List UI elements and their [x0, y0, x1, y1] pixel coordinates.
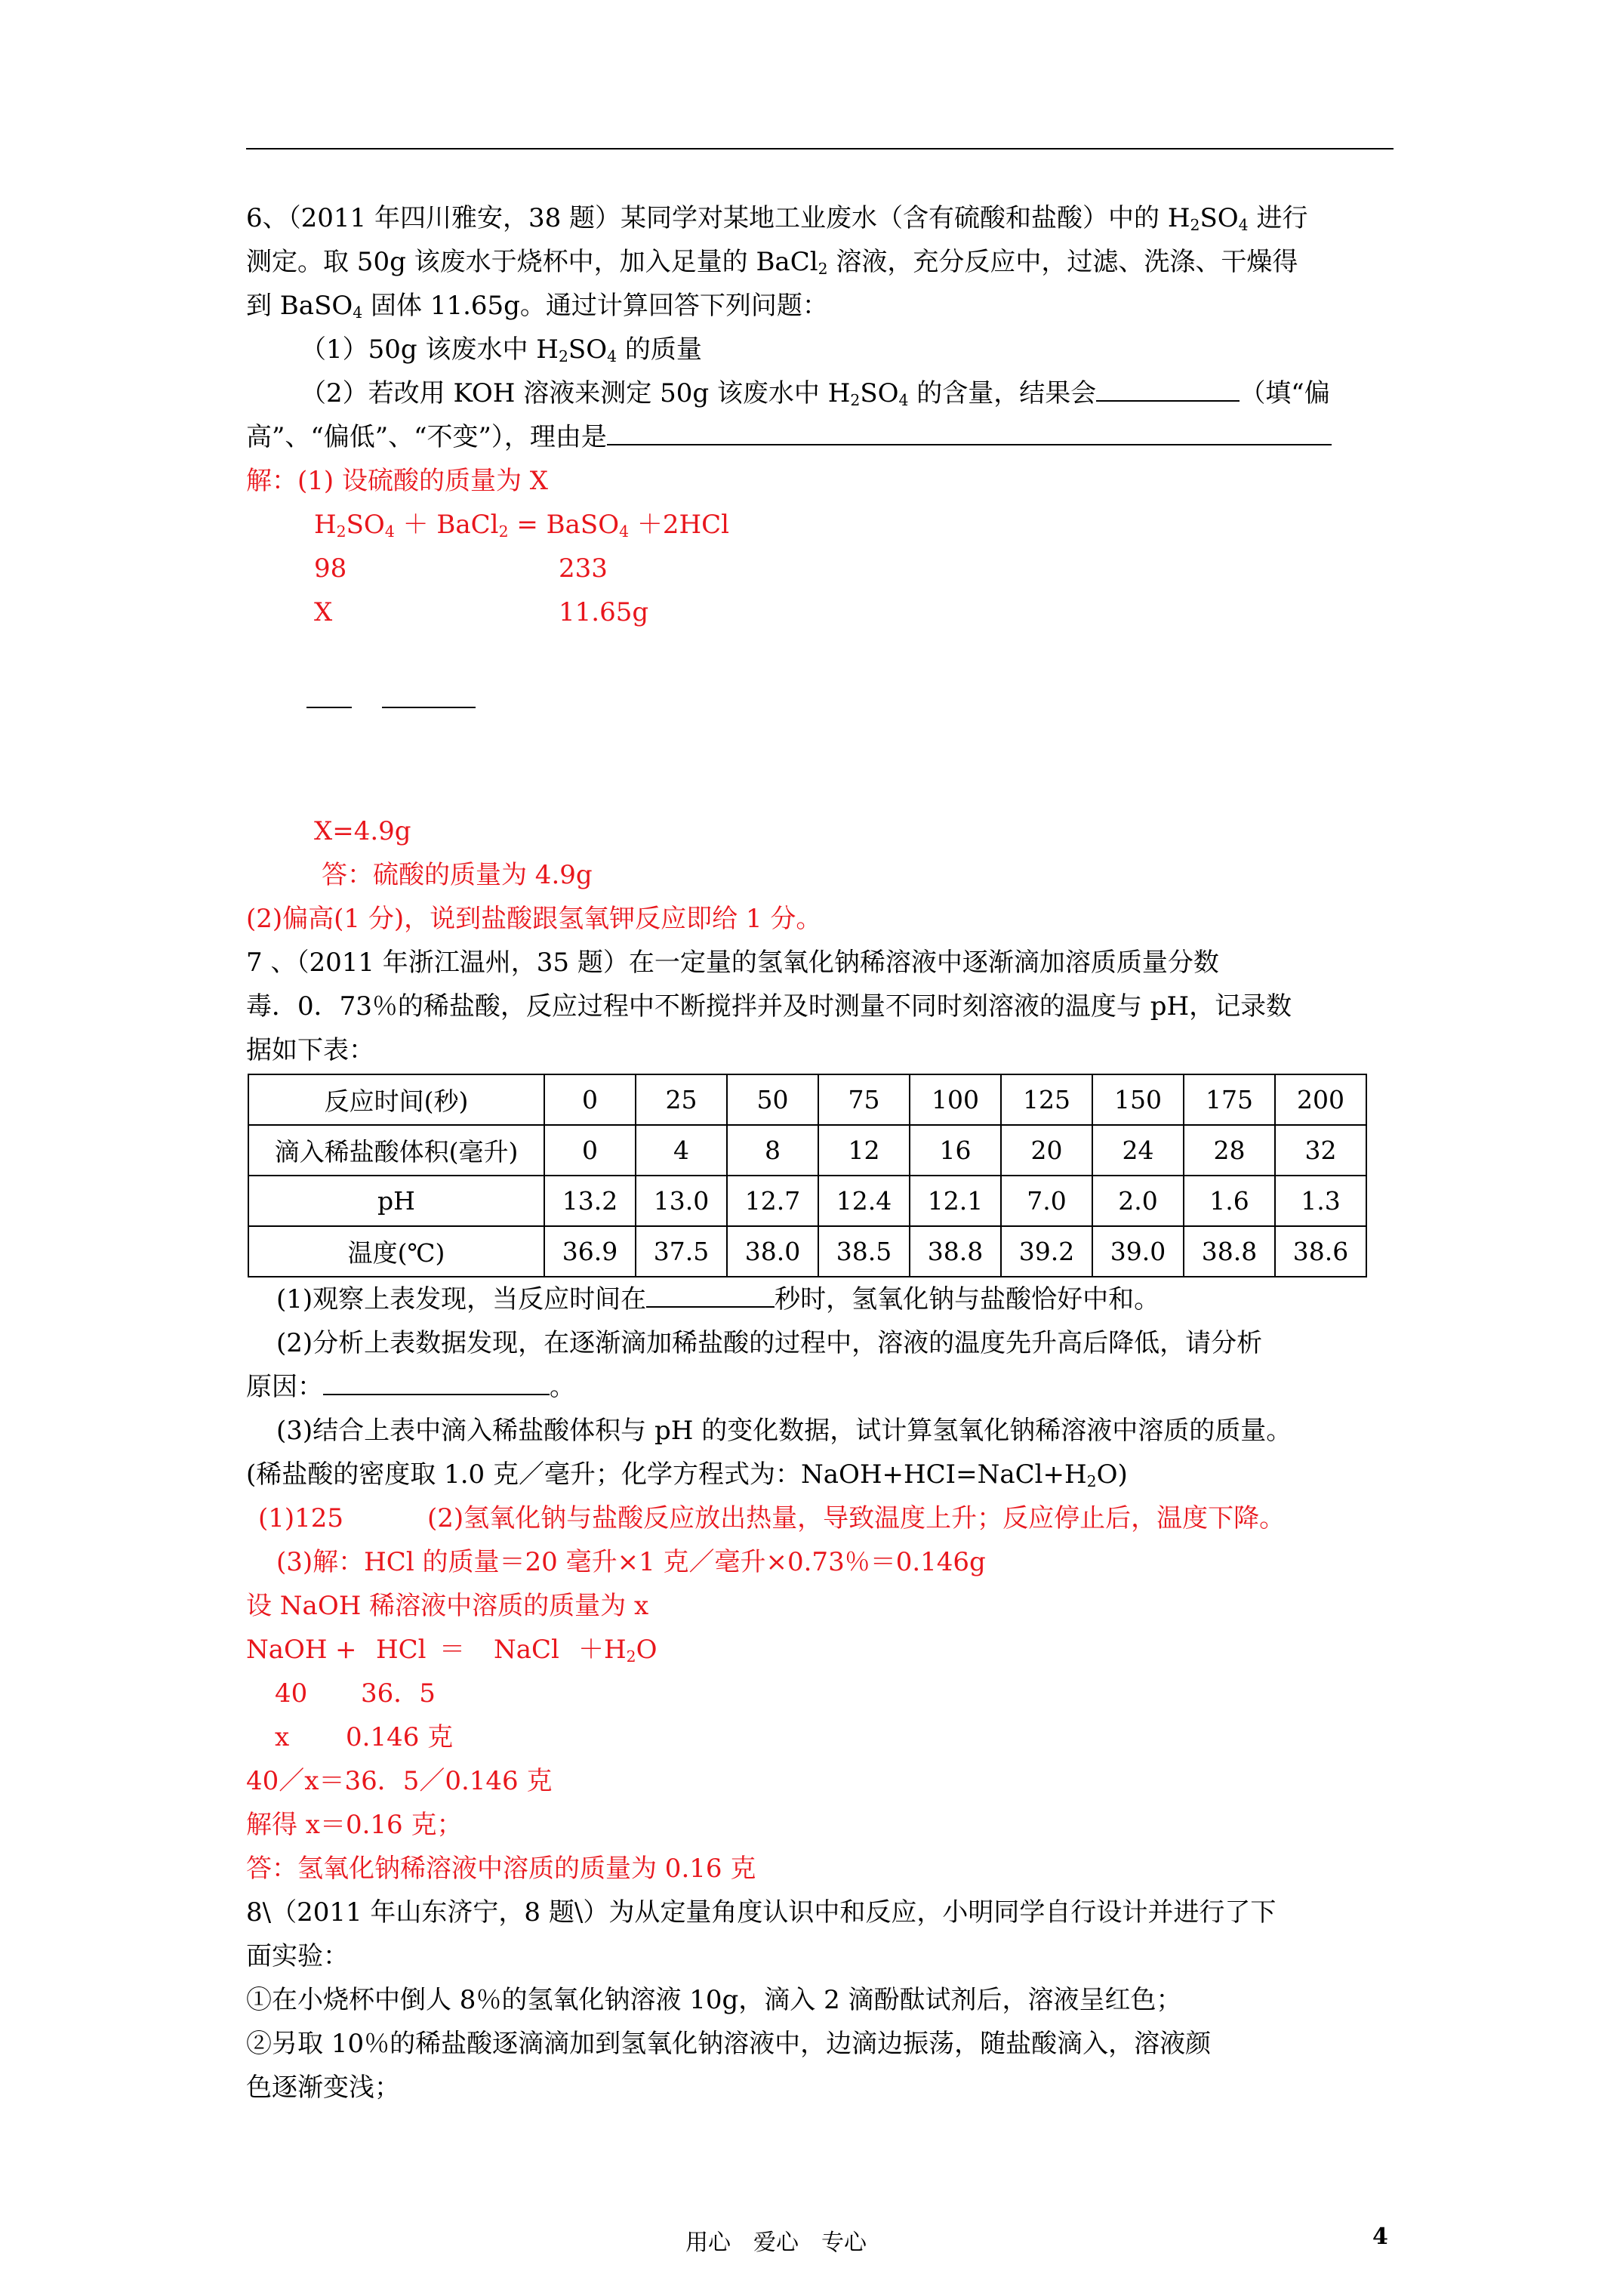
q7-sub-2-reason: 原因： 。 — [246, 1365, 1394, 1409]
table-row-header: 温度(℃) — [248, 1226, 544, 1277]
q8-step-1: ①在小烧杯中倒人 8％的氢氧化钠溶液 10g，滴入 2 滴酚酞试剂后，溶液呈红色； — [246, 1985, 1182, 2015]
table-row-header: 反应时间(秒) — [248, 1074, 544, 1125]
q6-part-2: （2）若改用 KOH 溶液来测定 50g 该废水中 $H_2SO_4$ 的含量，结果会 （填“偏 — [246, 371, 1394, 415]
table-cell: 38.6 — [1275, 1226, 1366, 1277]
a7-mass-row: 40 36．5 — [275, 1678, 436, 1709]
a6-result: X=4.9g — [314, 816, 411, 846]
table-cell: 38.0 — [727, 1226, 818, 1277]
a7-equation: NaOH + HCl ＝ NaCl $+H_2O$ — [246, 1635, 658, 1666]
q7-line-2: 毒．0．73％的稀盐酸，反应过程中不断搅拌并及时测量不同时刻溶液的温度与 pH，记录数 — [246, 991, 1292, 1022]
table-cell: 37.5 — [636, 1226, 727, 1277]
q7-line-1: 7 、（2011 年浙江温州，35 题）在一定量的氢氧化钠稀溶液中逐渐滴加溶质质量分数 — [246, 948, 1219, 978]
time-blank — [646, 1279, 775, 1308]
a7-answer: 答：氢氧化钠稀溶液中溶质的质量为 0.16 克 — [246, 1854, 756, 1884]
table-cell: 32 — [1275, 1125, 1366, 1176]
a6-head: 解：(1) 设硫酸的质量为 X — [246, 466, 548, 496]
a6-fraction — [246, 634, 1394, 809]
table-row-header: pH — [248, 1176, 544, 1226]
table-cell: 13.0 — [636, 1176, 727, 1226]
cause-blank — [323, 1367, 550, 1395]
table-cell: 7.0 — [1001, 1176, 1092, 1226]
q7-sub-3-note: (稀盐酸的密度取 1.0 克／毫升；化学方程式为：$NaOH+HCI=NaCl+H_2O$) — [246, 1459, 1128, 1491]
table-cell: 13.2 — [544, 1176, 636, 1226]
table-cell: 175 — [1184, 1074, 1275, 1125]
page-number: 4 — [1372, 2224, 1388, 2250]
q8-step-2: ②另取 10％的稀盐酸逐滴滴加到氢氧化钠溶液中，边滴边振荡，随盐酸滴入，溶液颜 — [246, 2029, 1212, 2059]
table-cell: 38.8 — [1184, 1226, 1275, 1277]
reason-blank — [607, 417, 1332, 445]
table-row-header: 滴入稀盐酸体积(毫升) — [248, 1125, 544, 1176]
table-cell: 150 — [1092, 1074, 1184, 1125]
a7-line-3: 设 NaOH 稀溶液中溶质的质量为 x — [246, 1591, 649, 1621]
q6-line-1: 6、（2011 年四川雅安，38 题）某同学对某地工业废水（含有硫酸和盐酸）中的 $H_2SO_4$ 进行 — [246, 203, 1308, 235]
table-cell: 12 — [818, 1125, 910, 1176]
header-rule — [246, 148, 1394, 149]
q6-line-2: 测定。取 50g 该废水于烧杯中，加入足量的 BaCl$_2$ 溶液，充分反应中，过滤、洗涤、干燥得 — [246, 247, 1298, 279]
table-cell: 0 — [544, 1125, 636, 1176]
a7-line-1: (1)125 (2)氢氧化钠与盐酸反应放出热量，导致温度上升；反应停止后，温度下降。 — [258, 1503, 1286, 1533]
q7-line-3: 据如下表： — [246, 1035, 374, 1065]
table-row — [248, 1226, 1366, 1277]
table-cell: 36.9 — [544, 1226, 636, 1277]
q6-part-1: （1）50g 该废水中 $H_2SO_4$ 的质量 — [300, 334, 702, 366]
reaction-data-table — [248, 1074, 1367, 1277]
a7-line-2: (3)解：HCl 的质量＝20 毫升×1 克／毫升×0.73％＝0.146g — [276, 1547, 986, 1577]
table-row — [248, 1074, 1366, 1125]
table-cell: 2.0 — [1092, 1176, 1184, 1226]
q8-line-2: 面实验： — [246, 1941, 349, 1971]
q7-sub-2: (2)分析上表数据发现，在逐渐滴加稀盐酸的过程中，溶液的温度先升高后降低，请分析 — [276, 1328, 1263, 1358]
table-cell: 20 — [1001, 1125, 1092, 1176]
table-cell: 4 — [636, 1125, 727, 1176]
table-cell: 38.5 — [818, 1226, 910, 1277]
table-cell: 38.8 — [910, 1226, 1001, 1277]
table-row — [248, 1176, 1366, 1226]
table-cell: 12.7 — [727, 1176, 818, 1226]
table-cell: 125 — [1001, 1074, 1092, 1125]
table-cell: 200 — [1275, 1074, 1366, 1125]
table-cell: 100 — [910, 1074, 1001, 1125]
table-cell: 1.6 — [1184, 1176, 1275, 1226]
table-cell: 12.4 — [818, 1176, 910, 1226]
a7-unknown-row: x 0.146 克 — [275, 1722, 454, 1752]
a6-part-2: (2)偏高(1 分)，说到盐酸跟氢氧钾反应即给 1 分。 — [246, 904, 822, 934]
q7-sub-1: (1)观察上表发现，当反应时间在 秒时，氢氧化钠与盐酸恰好中和。 — [246, 1277, 1394, 1321]
table-cell: 16 — [910, 1125, 1001, 1176]
table-cell: 25 — [636, 1074, 727, 1125]
a6-unknown-row: X 11.65g — [314, 597, 649, 627]
q8-step-2-cont: 色逐渐变浅； — [246, 2073, 400, 2103]
table-cell: 12.1 — [910, 1176, 1001, 1226]
fraction-bar-left — [306, 707, 352, 708]
table-cell: 28 — [1184, 1125, 1275, 1176]
q6-line-3: 到 BaSO$_4$ 固体 11.65g。通过计算回答下列问题： — [246, 291, 828, 322]
fraction-bar-right — [382, 707, 476, 708]
a6-mass-row: 98 233 — [314, 553, 608, 584]
table-cell: 0 — [544, 1074, 636, 1125]
a7-ratio: 40／x＝36．5／0.146 克 — [246, 1766, 553, 1796]
a6-answer: 答：硫酸的质量为 4.9g — [322, 860, 593, 890]
q8-line-1: 8\（2011 年山东济宁，8 题\）为从定量角度认识中和反应，小明同学自行设计并进行了下 — [246, 1897, 1277, 1928]
a6-equation: $H_2SO_4$ ＋ BaCl$_2$ = BaSO$_4$ ＋2HCl — [314, 510, 730, 541]
table-cell: 1.3 — [1275, 1176, 1366, 1226]
table-row — [248, 1125, 1366, 1176]
q7-sub-3: (3)结合上表中滴入稀盐酸体积与 pH 的变化数据，试计算氢氧化钠稀溶液中溶质的质量。 — [276, 1416, 1292, 1446]
a7-solve: 解得 x＝0.16 克； — [246, 1810, 463, 1840]
table-cell: 39.0 — [1092, 1226, 1184, 1277]
table-cell: 50 — [727, 1074, 818, 1125]
table-cell: 39.2 — [1001, 1226, 1092, 1277]
document-body — [246, 196, 1394, 2110]
table-cell: 8 — [727, 1125, 818, 1176]
table-cell: 24 — [1092, 1125, 1184, 1176]
q6-line-4: 高”、“偏低”、“不变”），理由是 — [246, 415, 1394, 459]
answer-blank — [1096, 373, 1240, 402]
table-cell: 75 — [818, 1074, 910, 1125]
footer-motto: 用心 爱心 专心 — [685, 2230, 867, 2256]
